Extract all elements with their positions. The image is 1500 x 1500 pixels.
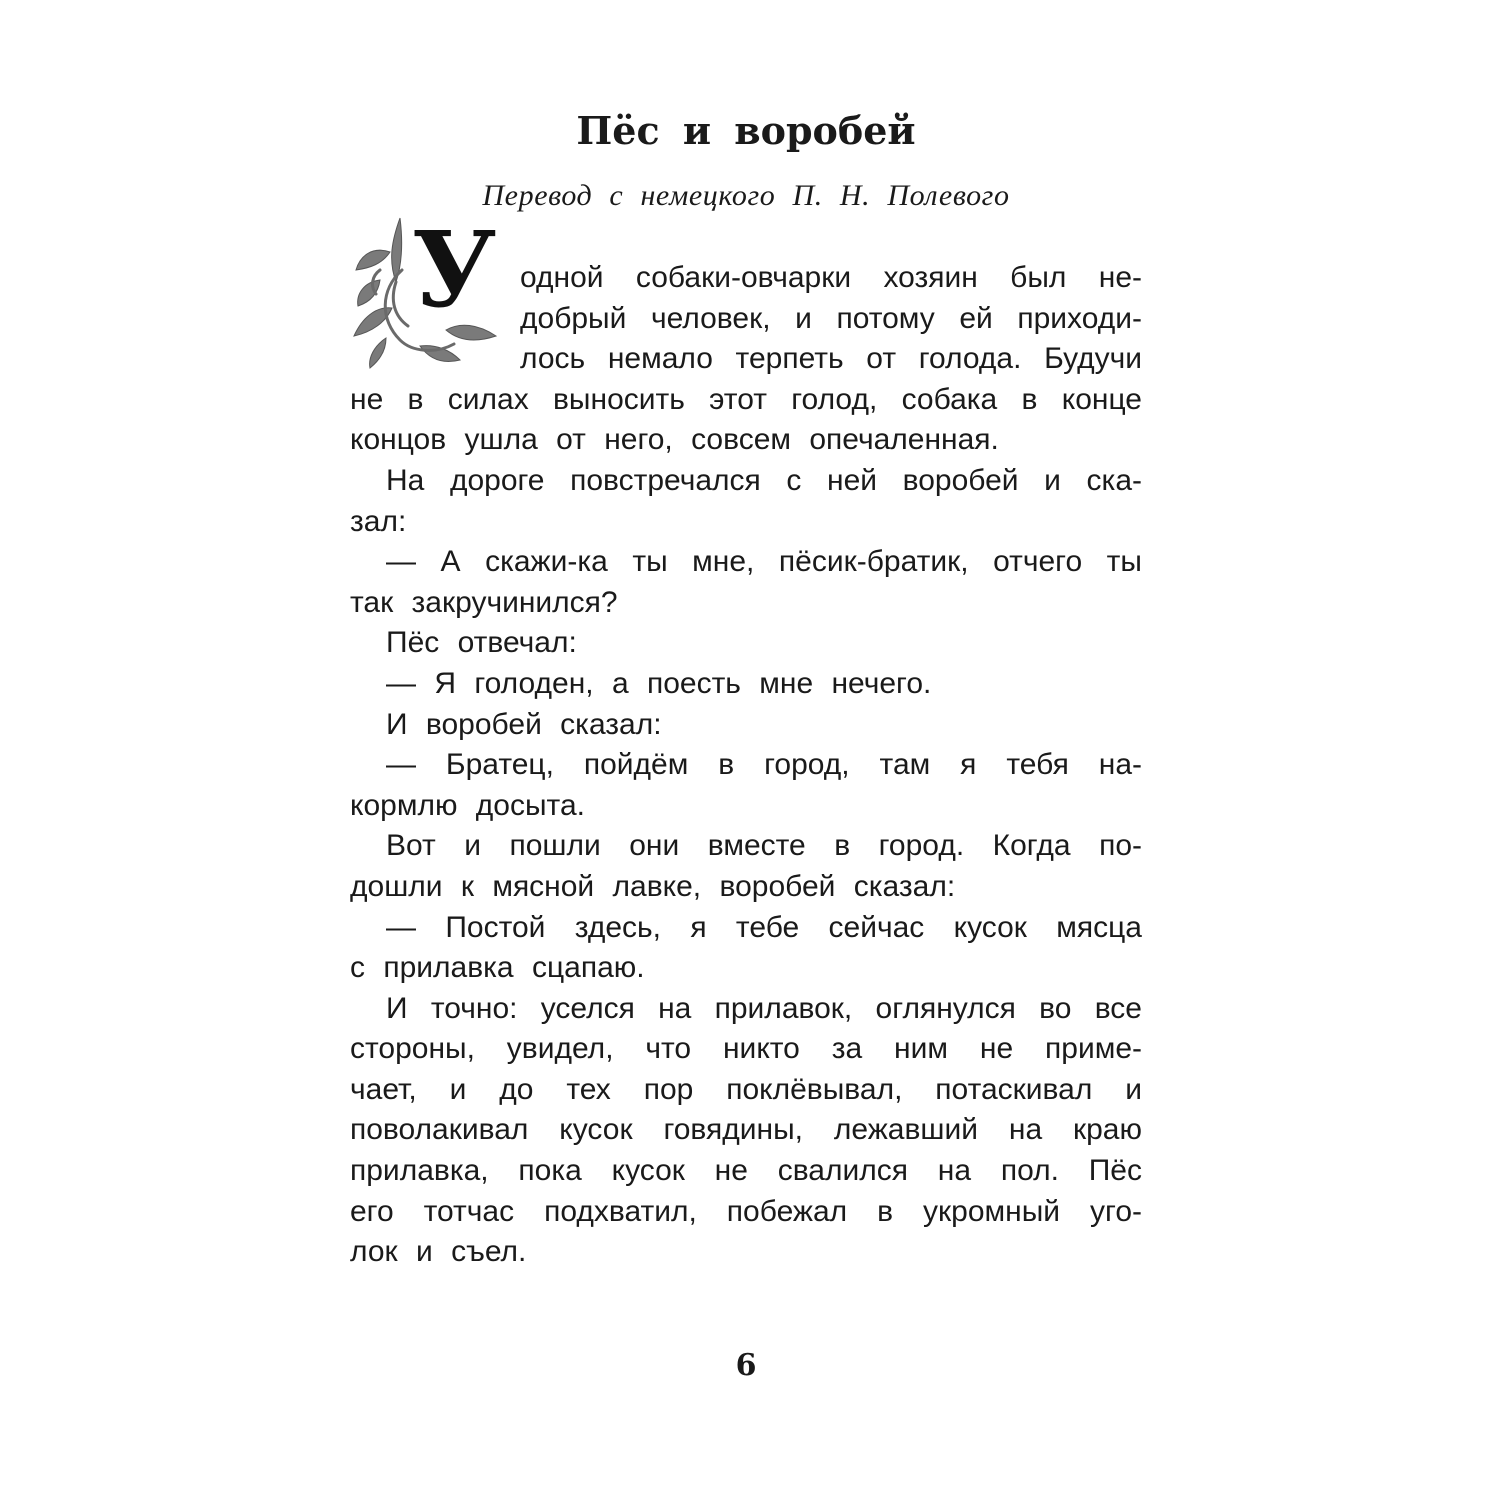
text-line: лось немало терпеть от голода. Будучи (520, 342, 1142, 376)
text-line: Вот и пошли они вместе в город. Когда по- (386, 829, 1142, 863)
text-line: зал: (350, 504, 407, 538)
text-line: одной собаки-овчарки хозяин был не- (520, 261, 1142, 294)
drop-cap (350, 210, 500, 370)
translator-credit: Перевод с немецкого П. Н. Полевого (482, 179, 1010, 212)
page-number: 6 (735, 1348, 757, 1383)
text-line: — Братец, пойдём в город, там я тебя на- (386, 748, 1142, 782)
story-title: Пёс и воробей (576, 108, 916, 153)
text-line: — Постой здесь, я тебе сейчас кусок мясца (386, 910, 1142, 944)
text-line: кормлю досыта. (350, 788, 585, 822)
text-line: — Я голоден, а поесть мне нечего. (386, 666, 932, 700)
text-line: так закручинился? (350, 585, 618, 619)
text-line: Пёс отвечал: (386, 626, 577, 660)
text-line: дошли к мясной лавке, воробей сказал: (350, 869, 956, 903)
text-line: чает, и до тех пор поклёвывал, потаскивал и (350, 1072, 1142, 1106)
text-line: стороны, увидел, что никто за ним не приме- (350, 1032, 1142, 1066)
text-line: с прилавка сцапаю. (350, 951, 645, 985)
text-line: добрый человек, и потому ей приходи- (520, 301, 1142, 335)
text-line: поволакивал кусок говядины, лежавший на краю (350, 1113, 1142, 1147)
text-line: И точно: уселся на прилавок, оглянулся во все (386, 991, 1142, 1025)
drop-cap-letter: У (412, 208, 497, 331)
text-line: И воробей сказал: (386, 707, 662, 741)
text-line: не в силах выносить этот голод, собака в конце (350, 382, 1142, 416)
text-line: — А скажи-ка ты мне, пёсик-братик, отчего ты (386, 545, 1142, 579)
text-line: прилавка, пока кусок не свалился на пол. Пёс (350, 1154, 1142, 1188)
text-line: лок и съел. (350, 1235, 527, 1269)
text-line: На дороге повстречался с ней воробей и ска- (386, 463, 1142, 497)
text-line: его тотчас подхватил, побежал в укромный уго- (350, 1194, 1142, 1228)
text-line: концов ушла от него, совсем опечаленная. (350, 423, 999, 457)
story-body (350, 208, 1142, 1273)
